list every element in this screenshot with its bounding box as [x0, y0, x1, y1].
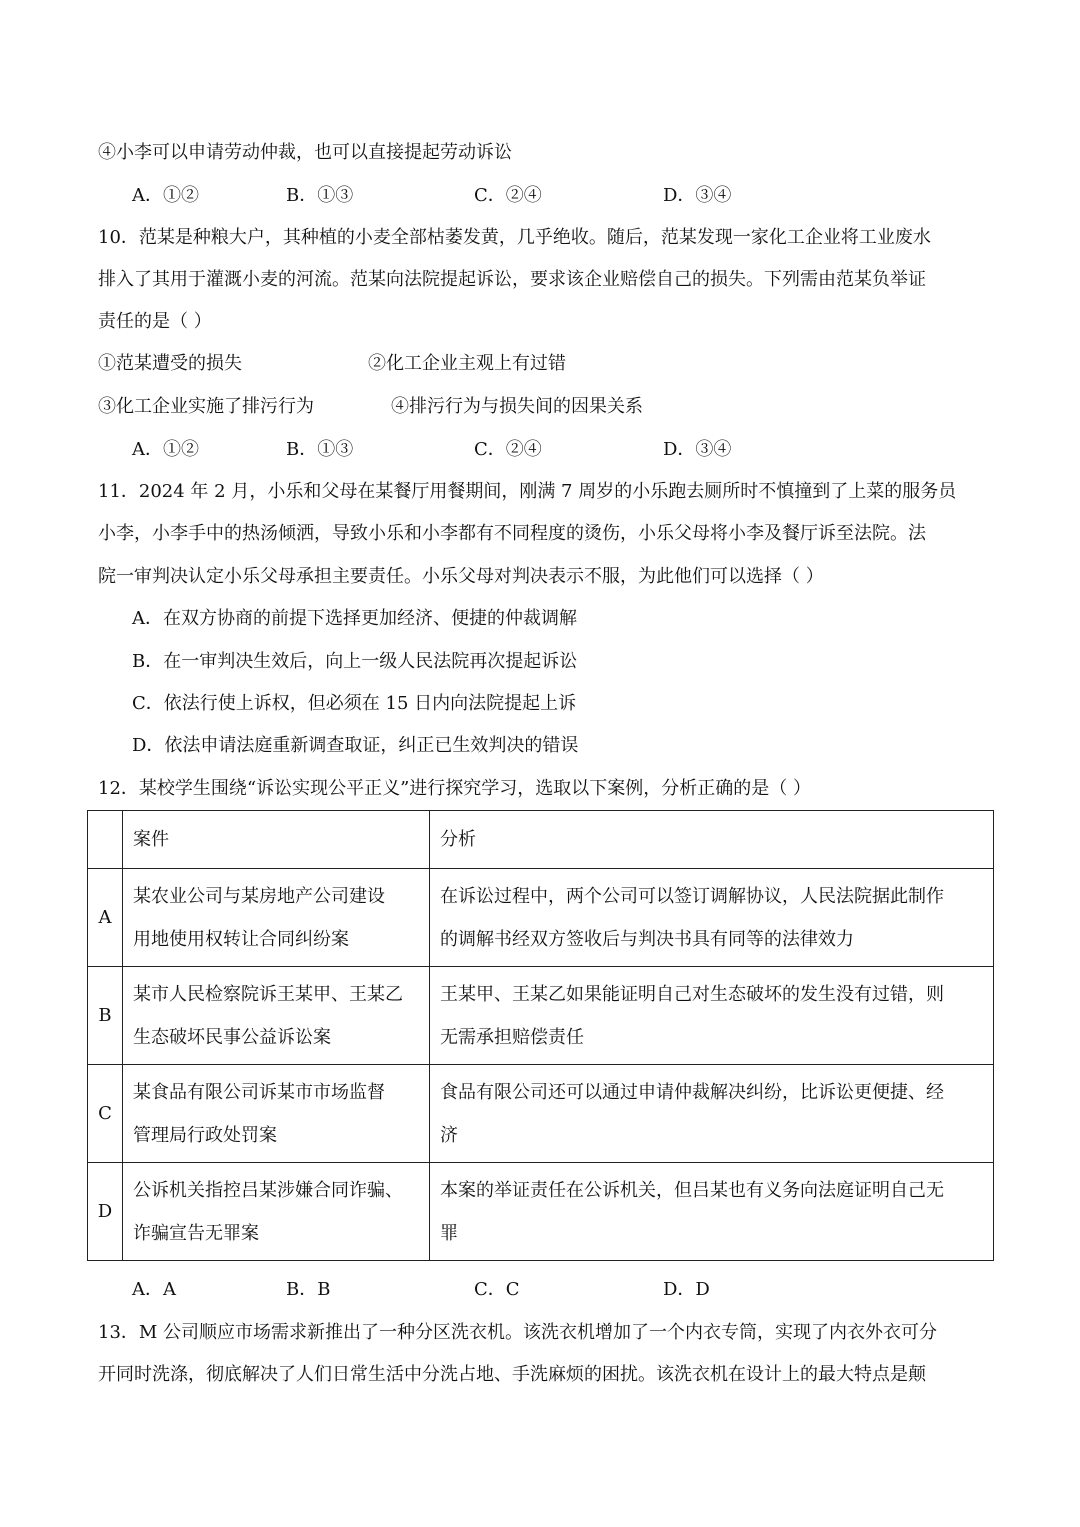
table-row [88, 1065, 994, 1163]
q11-stem-line-1: 11．2024 年 2 月，小乐和父母在某餐厅用餐期间，刚满 7 周岁的小乐跑去厕所时不慎撞到了上菜的服务员 [98, 481, 957, 502]
case-line: 某食品有限公司诉某市市场监督 [133, 1081, 385, 1103]
q11-option-b: B．在一审判决生效后，向上一级人民法院再次提起诉讼 [132, 651, 578, 672]
case-line: 公诉机关指控吕某涉嫌合同诈骗、 [133, 1179, 403, 1201]
q13-stem-line-2: 开同时洗涤，彻底解决了人们日常生活中分洗占地、手洗麻烦的困扰。该洗衣机在设计上的最大特点是颠 [98, 1364, 926, 1385]
row-analysis [430, 869, 994, 967]
q12-stem-line-1: 12．某校学生围绕“诉讼实现公平正义”进行探究学习，选取以下案例，分析正确的是（ ） [98, 778, 812, 799]
analysis-line: 王某甲、王某乙如果能证明自己对生态破坏的发生没有过错，则 [440, 983, 944, 1005]
analysis-line: 食品有限公司还可以通过申请仲裁解决纠纷，比诉讼更便捷、经 [440, 1081, 944, 1103]
q10-stem-line-2: 排入了其用于灌溉小麦的河流。范某向法院提起诉讼，要求该企业赔偿自己的损失。下列需由范某负举证 [98, 269, 926, 290]
q10-stem-line-3: 责任的是（ ） [98, 311, 212, 332]
q10-stem-line-1: 10．范某是种粮大户，其种植的小麦全部枯萎发黄，几乎绝收。随后，范某发现一家化工企业将工业废水 [98, 227, 931, 248]
row-case [123, 967, 430, 1065]
q12-option-a: A．A [132, 1279, 176, 1300]
row-case [123, 1065, 430, 1163]
case-line: 管理局行政处罚案 [133, 1124, 277, 1146]
table-header-row [88, 811, 994, 869]
q9-option-c: C．②④ [474, 185, 542, 206]
row-key: C [88, 1065, 123, 1163]
case-line: 生态破坏民事公益诉讼案 [133, 1026, 331, 1048]
q11-stem-line-3: 院一审判决认定小乐父母承担主要责任。小乐父母对判决表示不服，为此他们可以选择（ ） [98, 566, 824, 587]
q10-statement-2: ②化工企业主观上有过错 [368, 353, 566, 374]
row-case [123, 869, 430, 967]
case-line: 用地使用权转让合同纠纷案 [133, 928, 349, 950]
q10-statement-3: ③化工企业实施了排污行为 [98, 396, 314, 417]
q11-option-a: A．在双方协商的前提下选择更加经济、便捷的仲裁调解 [132, 608, 577, 629]
table-row [88, 1163, 994, 1261]
q12-option-c: C．C [474, 1279, 520, 1300]
q9-option-a: A．①② [132, 185, 199, 206]
analysis-line: 本案的举证责任在公诉机关，但吕某也有义务向法庭证明自己无 [440, 1179, 944, 1201]
case-line: 某市人民检察院诉王某甲、王某乙 [133, 983, 403, 1005]
q10-statement-1: ①范某遭受的损失 [98, 353, 242, 374]
q13-stem-line-1: 13．M 公司顺应市场需求新推出了一种分区洗衣机。该洗衣机增加了一个内衣专筒，实现了内衣外衣可分 [98, 1322, 938, 1343]
analysis-line: 无需承担赔偿责任 [440, 1026, 584, 1048]
q10-option-a: A．①② [132, 439, 199, 460]
q11-option-d: D．依法申请法庭重新调查取证，纠正已生效判决的错误 [132, 735, 579, 756]
case-analysis-table [87, 810, 994, 1261]
analysis-line: 的调解书经双方签收后与判决书具有同等的法律效力 [440, 928, 854, 950]
table-header-case: 案件 [123, 811, 430, 869]
row-key: B [88, 967, 123, 1065]
q9-option-b: B．①③ [286, 185, 354, 206]
row-key: D [88, 1163, 123, 1261]
q10-option-b: B．①③ [286, 439, 354, 460]
analysis-line: 济 [440, 1124, 458, 1146]
q10-option-d: D．③④ [663, 439, 732, 460]
analysis-line: 罪 [440, 1222, 458, 1244]
row-analysis [430, 967, 994, 1065]
table-row [88, 869, 994, 967]
case-line: 诈骗宣告无罪案 [133, 1222, 259, 1244]
q11-option-c: C．依法行使上诉权，但必须在 15 日内向法院提起上诉 [132, 693, 577, 714]
row-case [123, 1163, 430, 1261]
table-header-analysis: 分析 [430, 811, 994, 869]
case-line: 某农业公司与某房地产公司建设 [133, 885, 385, 907]
row-analysis [430, 1163, 994, 1261]
table-row [88, 967, 994, 1065]
q9-statement-4: ④小李可以申请劳动仲裁，也可以直接提起劳动诉讼 [98, 142, 512, 163]
row-analysis [430, 1065, 994, 1163]
q11-stem-line-2: 小李，小李手中的热汤倾洒，导致小乐和小李都有不同程度的烫伤，小乐父母将小李及餐厅诉至法院。法 [98, 523, 926, 544]
q12-option-d: D．D [663, 1279, 710, 1300]
q12-option-b: B．B [286, 1279, 331, 1300]
q10-option-c: C．②④ [474, 439, 542, 460]
q10-statement-4: ④排污行为与损失间的因果关系 [391, 396, 643, 417]
analysis-line: 在诉讼过程中，两个公司可以签订调解协议，人民法院据此制作 [440, 885, 944, 907]
table-header-key [88, 811, 123, 869]
row-key: A [88, 869, 123, 967]
q9-option-d: D．③④ [663, 185, 732, 206]
